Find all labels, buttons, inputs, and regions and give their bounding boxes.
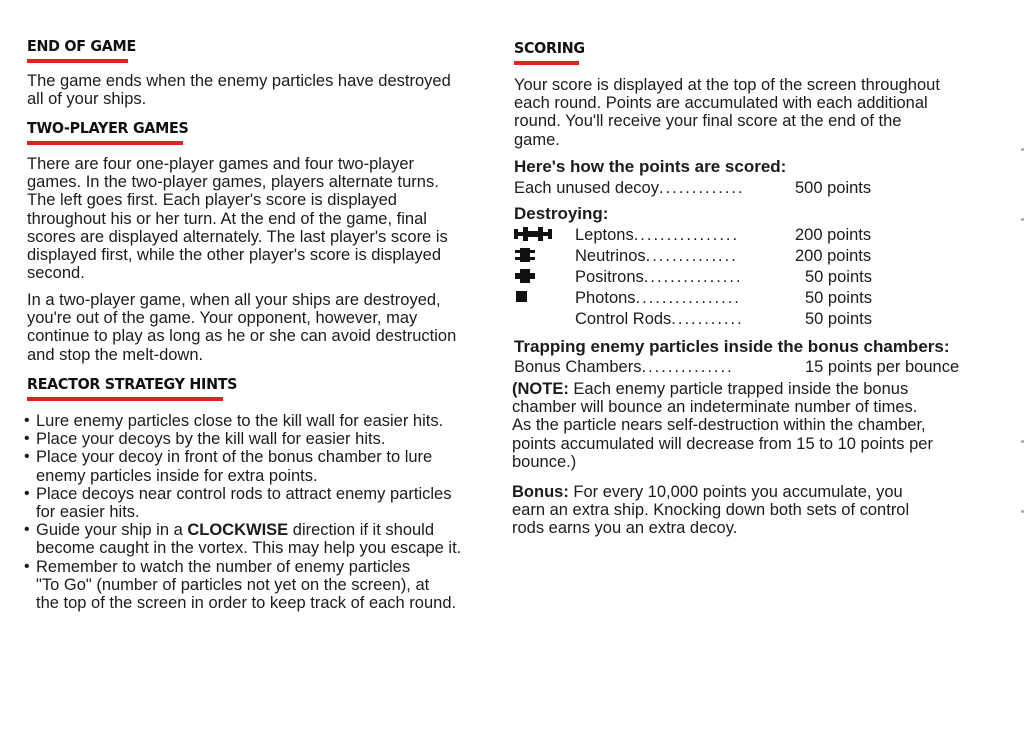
text-line: Your score is displayed at the top of the screen throughout [514,76,940,94]
text-line: throughout his or her turn. At the end of the game, final [27,209,427,228]
hint-item [24,448,499,484]
end-of-game-heading: END OF GAME [27,37,136,55]
text-line: • Lure enemy particles close to the kill wall for easier hits. [36,412,444,430]
scoring-heading: SCORING [514,39,585,57]
text-line: There are four one-player games and four two-player [27,155,415,173]
dot-leader: ................ [635,289,741,307]
hint-item [24,558,499,613]
text-line: all of your ships. [27,90,147,109]
lepton-icon [514,227,552,241]
particle-points: 50 points [805,289,872,307]
bonus-chamber-row [514,358,734,377]
text-line: for easier hits. [36,503,140,522]
decoy-label: Each unused decoy [514,179,659,197]
text-line: displayed first, while the other player's score is displayed [27,246,442,265]
text-line: (NOTE: Each enemy particle trapped inside the bonus [512,380,909,398]
hint-item [24,485,499,521]
text-line: The left goes first. Each player's score is displayed [27,191,397,210]
trapping-subheading: Trapping enemy particles inside the bonus chambers: [514,337,950,356]
dot-leader: ................ [633,226,740,244]
bonus-chamber-label: Bonus Chambers [514,358,642,376]
destroy-row [575,310,744,329]
particle-points: 50 points [805,268,872,286]
decoy-row [514,179,745,198]
text-line: • Remember to watch the number of enemy particles [36,557,411,576]
text-line: • Guide your ship in a CLOCKWISE direction if it should [36,521,435,540]
text-line: round. You'll receive your final score at the end of the [514,112,902,131]
text-line: As the particle nears self-destruction within the chamber, [512,416,926,435]
particle-label: Photons [575,289,636,307]
dot-leader: .............. [641,358,734,376]
text-line: continue to play as long as he or she can avoid destruction [27,327,457,346]
emphasis: (NOTE: [512,380,569,398]
dot-leader: ............... [643,268,743,286]
heading-underline [27,397,223,401]
heading-underline [514,61,579,65]
decoy-points: 500 points [795,179,872,197]
destroy-row [575,226,739,245]
text-line: Bonus: For every 10,000 points you accumulate, you [512,483,903,501]
text-line: • Place decoys near control rods to attract enemy particles [36,484,452,503]
heading-underline [27,59,128,63]
text-line: and stop the melt-down. [27,345,204,364]
bonus-paragraph [512,483,992,538]
text-line: The game ends when the enemy particles have destroyed [27,72,451,90]
hint-item [24,430,499,448]
text-line: become caught in the vortex. This may help you escape it. [36,539,462,558]
text-line: earn an extra ship. Knocking down both sets of control [512,501,910,520]
text-line: game. [514,130,560,149]
hint-item [24,412,499,430]
bonus-chamber-points: 15 points per bounce [805,358,960,376]
dot-leader: ............. [658,179,745,197]
destroy-row [575,247,738,266]
dot-leader: ........... [671,310,744,328]
heading-underline [27,141,183,145]
particle-label: Positrons [575,268,644,286]
destroy-row [575,289,741,308]
text-line: • Place your decoys by the kill wall for easier hits. [36,430,386,449]
end-of-game-text [27,72,497,108]
particle-label: Control Rods [575,310,672,328]
destroying-subheading: Destroying: [514,204,609,223]
how-scored-subheading: Here's how the points are scored: [514,157,787,176]
text-line: scores are displayed alternately. The last player's score is [27,227,448,246]
text-line: "To Go" (number of particles not yet on the screen), at [36,575,430,594]
strategy-hints-heading: REACTOR STRATEGY HINTS [27,375,238,393]
particle-points: 50 points [805,310,872,328]
margin-mark [1021,510,1024,513]
text-line: bounce.) [512,452,577,471]
two-player-paragraph-2 [27,291,497,364]
margin-mark [1021,148,1024,151]
note-paragraph [512,380,992,471]
margin-mark [1021,440,1024,443]
text-line: the top of the screen in order to keep track of each round. [36,594,457,613]
positron-icon [515,269,535,283]
hint-item [24,521,499,557]
destroy-row [575,268,743,287]
text-line: chamber will bounce an indeterminate number of times. [512,398,918,417]
strategy-hints-list [24,412,499,612]
particle-label: Leptons [575,226,634,244]
particle-points: 200 points [795,247,872,265]
text-line: second. [27,264,85,283]
scoring-text [514,76,994,149]
neutrino-icon [515,248,535,262]
particle-points: 200 points [795,226,872,244]
particle-label: Neutrinos [575,247,646,265]
text-line: points accumulated will decrease from 15 to 10 points per [512,434,933,453]
photon-icon [516,291,528,302]
text-line: each round. Points are accumulated with each additional [514,94,928,113]
two-player-heading: TWO-PLAYER GAMES [27,119,189,137]
text-line: enemy particles inside for extra points. [36,466,318,485]
text-line: In a two-player game, when all your ships are destroyed, [27,291,441,309]
dot-leader: .............. [645,247,738,265]
two-player-paragraph-1 [27,155,497,282]
emphasis: Bonus: [512,483,569,501]
text-line: rods earns you an extra decoy. [512,519,738,538]
text-line: • Place your decoy in front of the bonus chamber to lure [36,448,433,467]
text-line: you're out of the game. Your opponent, however, may [27,309,418,328]
text-line: games. In the two-player games, players alternate turns. [27,173,439,192]
margin-mark [1021,218,1024,221]
emphasis: CLOCKWISE [187,521,289,540]
